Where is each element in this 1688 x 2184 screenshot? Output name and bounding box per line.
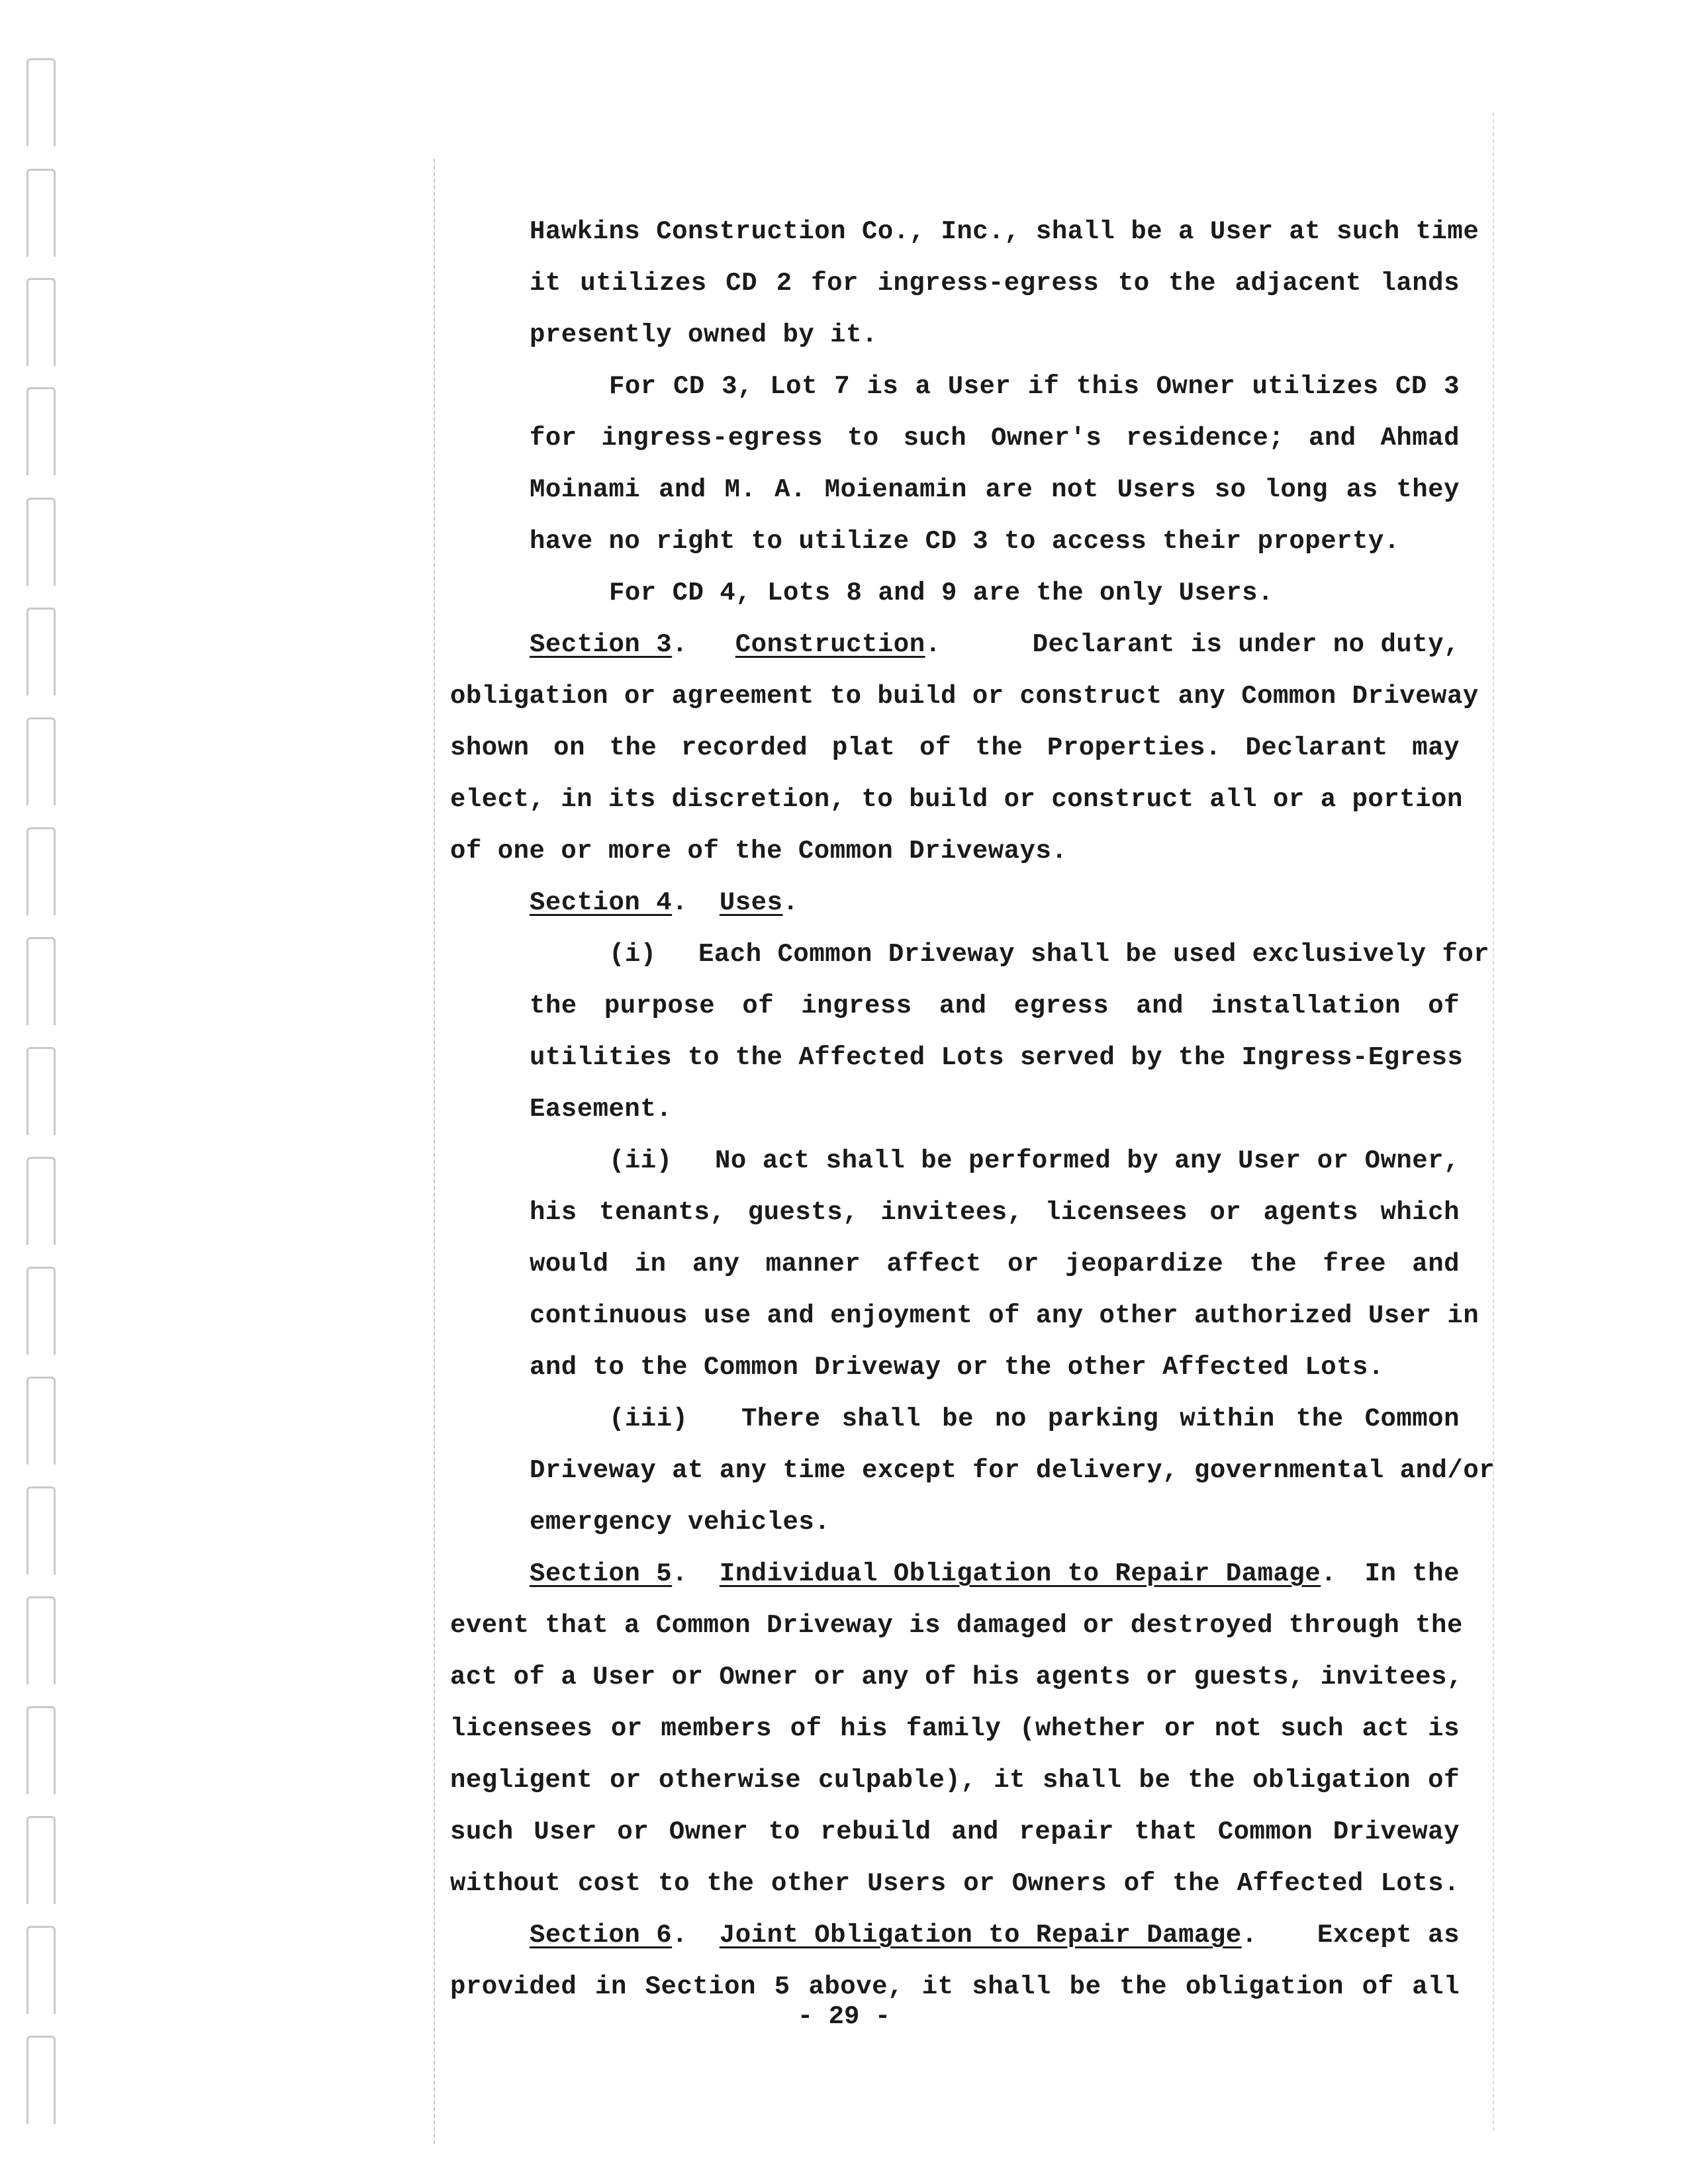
period: .	[672, 630, 735, 659]
text-line: of one or more of the Common Driveways.	[450, 837, 1068, 866]
section-3-number: Section 3	[530, 630, 673, 659]
text-line: No act shall be performed by any User or Owner,	[715, 1146, 1460, 1175]
text-line: Each Common Driveway shall be used exclusively for	[698, 940, 1490, 969]
text-line: negligent or otherwise culpable), it shall be the obligation of	[450, 1766, 1460, 1795]
text-line: licensees or members of his family (whether or not such act is	[450, 1714, 1460, 1743]
text-line: Except as	[1317, 1921, 1460, 1950]
text-line: would in any manner affect or jeopardize the free and	[530, 1250, 1460, 1279]
text-line: shown on the recorded plat of the Properties. Declarant may	[450, 733, 1460, 762]
text-line: provided in Section 5 above, it shall be the obligation of all	[450, 1972, 1460, 2001]
text-line: it utilizes CD 2 for ingress-egress to the adjacent lands	[530, 269, 1460, 298]
list-item-label: (i)	[609, 940, 657, 969]
text-line: without cost to the other Users or Owners of the Affected Lots.	[450, 1869, 1460, 1898]
period: .	[672, 1559, 720, 1588]
section-5-number: Section 5	[530, 1559, 673, 1588]
binder-hole-mark	[26, 1816, 56, 1904]
text-line: obligation or agreement to build or construct any Common Driveway	[450, 682, 1479, 711]
text-line: utilities to the Affected Lots served by the Ingress-Egress	[530, 1043, 1464, 1072]
period: .	[782, 888, 799, 917]
section-4-title: Uses	[719, 888, 783, 917]
list-item-first-line	[609, 1141, 1460, 1181]
page-number: - 29 -	[797, 2002, 891, 2031]
text-line: presently owned by it.	[530, 320, 878, 349]
text-line: elect, in its discretion, to build or construct all or a portion	[450, 785, 1463, 814]
scan-artifact-left	[434, 159, 435, 2144]
section-4-number: Section 4	[530, 888, 673, 917]
binder-hole-mark	[26, 1047, 56, 1135]
binder-hole-mark	[26, 608, 56, 696]
binder-hole-mark	[26, 937, 56, 1025]
period: .	[672, 888, 720, 917]
text-line: for ingress-egress to such Owner's residence; and Ahmad	[530, 424, 1460, 453]
binder-hole-mark	[26, 1157, 56, 1245]
text-line: emergency vehicles.	[530, 1508, 831, 1537]
text-line: For CD 4, Lots 8 and 9 are the only Users.	[609, 578, 1274, 608]
text-line: and to the Common Driveway or the other Affected Lots.	[530, 1353, 1384, 1382]
binder-hole-mark	[26, 387, 56, 475]
list-item-first-line	[609, 934, 1490, 974]
section-4-heading-line	[530, 883, 1460, 923]
text-line: In the	[1364, 1559, 1460, 1588]
text-line: continuous use and enjoyment of any other authorized User in	[530, 1301, 1479, 1330]
section-6-number: Section 6	[530, 1921, 673, 1950]
period: .	[1241, 1921, 1258, 1950]
section-5-title: Individual Obligation to Repair Damage	[719, 1559, 1321, 1588]
binder-hole-mark	[26, 1486, 56, 1574]
binder-hole-mark	[26, 827, 56, 915]
text-line: There shall be no parking within the Common	[741, 1404, 1460, 1433]
section-5-heading-line	[530, 1554, 1460, 1594]
section-3-title: Construction	[735, 630, 925, 659]
section-3-heading-line	[530, 625, 1460, 664]
binder-hole-mark	[26, 2036, 56, 2124]
scan-artifact-right	[1493, 113, 1494, 2131]
text-line: Moinami and M. A. Moienamin are not Users so long as they	[530, 475, 1460, 504]
section-6-heading-line	[530, 1915, 1460, 1955]
text-line: have no right to utilize CD 3 to access their property.	[530, 527, 1400, 556]
text-line: act of a User or Owner or any of his agents or guests, invitees,	[450, 1662, 1463, 1692]
binder-hole-mark	[26, 1706, 56, 1794]
binder-hole-marks	[26, 0, 66, 2184]
section-6-title: Joint Obligation to Repair Damage	[719, 1921, 1242, 1950]
binder-hole-mark	[26, 1596, 56, 1684]
binder-hole-mark	[26, 169, 56, 257]
binder-hole-mark	[26, 1267, 56, 1355]
text-line: Easement.	[530, 1095, 673, 1124]
text-line: For CD 3, Lot 7 is a User if this Owner utilizes CD 3	[609, 372, 1460, 401]
list-item-label: (ii)	[609, 1146, 673, 1175]
period: .	[925, 630, 941, 659]
list-item-label: (iii)	[609, 1404, 688, 1433]
binder-hole-mark	[26, 498, 56, 586]
period: .	[672, 1921, 720, 1950]
binder-hole-mark	[26, 58, 56, 146]
binder-hole-mark	[26, 278, 56, 366]
list-item-first-line	[609, 1399, 1460, 1439]
text-line: event that a Common Driveway is damaged or destroyed through the	[450, 1611, 1463, 1640]
text-line: his tenants, guests, invitees, licensees or agents which	[530, 1198, 1460, 1227]
binder-hole-mark	[26, 717, 56, 805]
text-line: the purpose of ingress and egress and installation of	[530, 991, 1460, 1021]
binder-hole-mark	[26, 1926, 56, 2014]
text-line: Driveway at any time except for delivery, governmental and/or	[530, 1456, 1495, 1485]
text-line: Hawkins Construction Co., Inc., shall be a User at such time	[530, 217, 1479, 246]
text-line: Declarant is under no duty,	[1032, 630, 1460, 659]
text-line: such User or Owner to rebuild and repair that Common Driveway	[450, 1817, 1460, 1846]
period: .	[1321, 1559, 1337, 1588]
binder-hole-mark	[26, 1377, 56, 1465]
